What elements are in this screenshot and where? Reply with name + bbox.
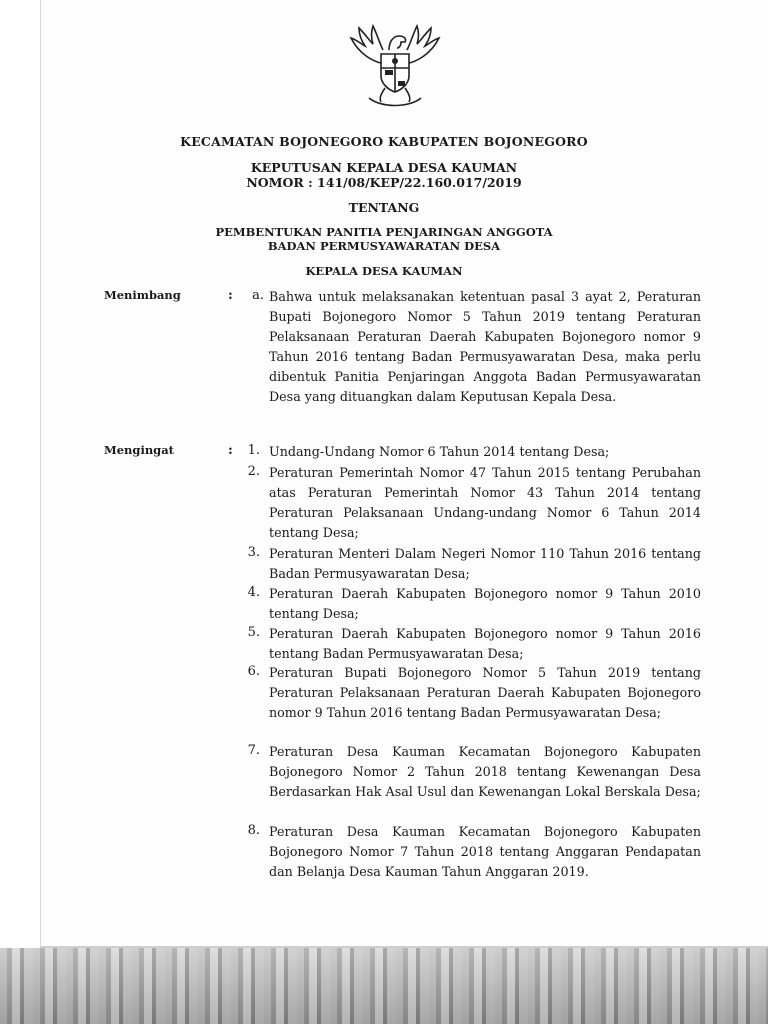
header-keputusan: KEPUTUSAN KEPALA DESA KAUMAN: [250, 160, 518, 175]
mengingat-item-text: Peraturan Pemerintah Nomor 47 Tahun 2015 tentang Perubahan atas Peraturan Pemerintah Nomor 43 Tahun 2014 tentang Peraturan Pelaksanaan Undang-undang Nomor 6 Tahun 2014 tentang Desa;: [269, 465, 701, 540]
mengingat-colon: :: [228, 443, 233, 458]
mengingat-label: Mengingat: [104, 443, 174, 457]
mengingat-item-num: 6.: [247, 664, 260, 679]
mengingat-item-num: 1.: [247, 443, 260, 458]
header-judul-line-2: BADAN PERMUSYAWARATAN DESA: [267, 239, 501, 253]
mengingat-item-text: Peraturan Desa Kauman Kecamatan Bojonegoro Kabupaten Bojonegoro Nomor 2 Tahun 2018 tentang Kewenangan Desa Berdasarkan Hak Asal Usul dan Kewenangan Lokal Berskala Desa;: [269, 744, 701, 799]
mengingat-item-text: Peraturan Desa Kauman Kecamatan Bojonegoro Kabupaten Bojonegoro Nomor 7 Tahun 2018 tentang Anggaran Pendapatan dan Belanja Desa Kauman Tahun Anggaran 2019.: [269, 824, 701, 879]
mengingat-item-text: Peraturan Daerah Kabupaten Bojonegoro nomor 9 Tahun 2016 tentang Badan Permusyawaratan Desa;: [269, 626, 701, 661]
mengingat-item-num: 7.: [247, 743, 260, 758]
mengingat-item-num: 8.: [247, 823, 260, 838]
header-judul-line-1: PEMBENTUKAN PANITIA PENJARINGAN ANGGOTA: [215, 225, 553, 239]
mengingat-item-text: Peraturan Daerah Kabupaten Bojonegoro nomor 9 Tahun 2010 tentang Desa;: [269, 586, 701, 621]
header-nomor: NOMOR : 141/08/KEP/22.160.017/2019: [246, 175, 522, 190]
header-kecamatan: KECAMATAN BOJONEGORO KABUPATEN BOJONEGORO: [180, 134, 588, 149]
mengingat-item-text: Peraturan Menteri Dalam Negeri Nomor 110 Tahun 2016 tentang Badan Permusyawaratan Desa;: [269, 546, 701, 581]
mengingat-item-num: 5.: [247, 625, 260, 640]
mengingat-item-num: 3.: [247, 545, 260, 560]
header-tentang: TENTANG: [348, 200, 420, 215]
mengingat-item-text: Undang-Undang Nomor 6 Tahun 2014 tentang Desa;: [269, 444, 610, 459]
garuda-emblem-icon: [345, 24, 445, 110]
menimbang-item-text: Bahwa untuk melaksanakan ketentuan pasal 3 ayat 2, Peraturan Bupati Bojonegoro Nomor 5 Tahun 2019 tentang Peraturan Pelaksanaan Peraturan Daerah Kabupaten Bojonegoro nomor 9 Tahun 2016 tentang Badan Permusyawaratan Desa, maka perlu dibentuk Panitia Penjaringan Anggota Badan Permusyawaratan Desa yang dituangkan dalam Keputusan Kepala Desa.: [269, 289, 701, 404]
scanner-background: [0, 948, 768, 1024]
menimbang-colon: :: [228, 288, 233, 303]
mengingat-item-text: Peraturan Bupati Bojonegoro Nomor 5 Tahun 2019 tentang Peraturan Pelaksanaan Peraturan Daerah Kabupaten Bojonegoro nomor 9 Tahun 2016 tentang Badan Permusyawaratan Desa;: [269, 665, 701, 720]
mengingat-item-num: 2.: [247, 464, 260, 479]
header-kepala-desa: KEPALA DESA KAUMAN: [305, 264, 463, 278]
menimbang-label: Menimbang: [104, 288, 181, 302]
menimbang-item-num: a.: [252, 288, 264, 303]
mengingat-item-num: 4.: [247, 585, 260, 600]
